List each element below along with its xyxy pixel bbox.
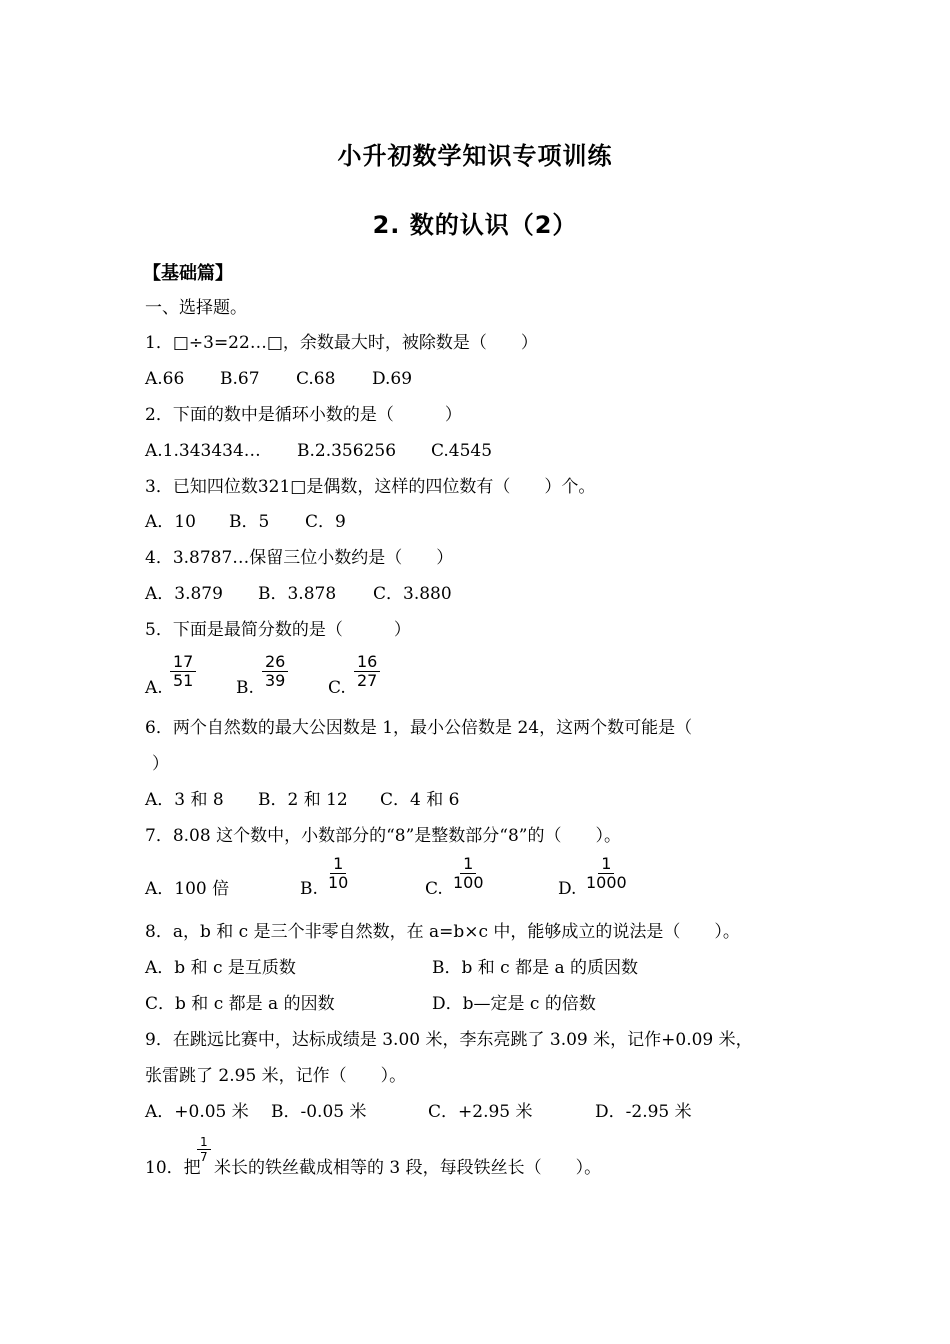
numerator: 1 bbox=[460, 855, 476, 874]
numerator: 1 bbox=[197, 1135, 211, 1150]
q9-option-d: D．-2.95 米 bbox=[595, 1102, 692, 1122]
q3-option-a: A．10 bbox=[145, 512, 196, 532]
q5-option-a-label: A. bbox=[145, 678, 163, 698]
q5-option-b-label: B. bbox=[236, 678, 254, 698]
q5-option-c-label: C. bbox=[328, 678, 346, 698]
denominator: 39 bbox=[265, 671, 286, 690]
q10-fraction bbox=[197, 1135, 211, 1164]
denominator: 10 bbox=[328, 873, 349, 892]
denominator: 51 bbox=[173, 671, 194, 690]
q8-option-b: B．b 和 c 都是 a 的质因数 bbox=[432, 958, 639, 978]
q5-option-a-fraction bbox=[170, 653, 196, 690]
question-9: 9．在跳远比赛中，达标成绩是 3.00 米，李东亮跳了 3.09 米，记作+0.09 米， bbox=[145, 1030, 753, 1050]
denominator: 100 bbox=[453, 873, 484, 892]
numerator: 17 bbox=[170, 653, 196, 672]
q6-option-c: C．4 和 6 bbox=[380, 790, 460, 810]
question-6: 6．两个自然数的最大公因数是 1，最小公倍数是 24，这两个数可能是（ bbox=[145, 718, 693, 738]
question-8: 8．a，b 和 c 是三个非零自然数，在 a=b×c 中，能够成立的说法是（ ）。 bbox=[145, 922, 740, 942]
q8-option-c: C．b 和 c 都是 a 的因数 bbox=[145, 994, 335, 1014]
q1-option-a: A.66 bbox=[145, 369, 185, 389]
q6-option-a: A．3 和 8 bbox=[145, 790, 224, 810]
question-2: 2．下面的数中是循环小数的是（ ） bbox=[145, 405, 462, 425]
q5-option-b-fraction bbox=[262, 653, 288, 690]
question-4: 4．3.8787…保留三位小数约是（ ） bbox=[145, 548, 454, 568]
q9-option-c: C．+2.95 米 bbox=[428, 1102, 533, 1122]
denominator: 7 bbox=[200, 1150, 208, 1164]
q9-option-b: B．-0.05 米 bbox=[271, 1102, 367, 1122]
q7-option-c-fraction bbox=[450, 855, 487, 892]
page-title: 小升初数学知识专项训练 bbox=[337, 142, 613, 170]
q3-option-b: B．5 bbox=[229, 512, 270, 532]
q9-option-a: A．+0.05 米 bbox=[145, 1102, 249, 1122]
q8-option-a: A．b 和 c 是互质数 bbox=[145, 958, 296, 978]
question-6-cont: ） bbox=[152, 754, 169, 774]
question-7: 7．8.08 这个数中，小数部分的“8”是整数部分“8”的（ ）。 bbox=[145, 826, 621, 846]
q7-option-c-label: C. bbox=[425, 879, 443, 899]
q2-option-a: A.1.343434… bbox=[145, 441, 261, 461]
denominator: 1000 bbox=[586, 873, 627, 892]
q4-option-a: A．3.879 bbox=[145, 584, 223, 604]
q2-option-b: B.2.356256 bbox=[297, 441, 397, 461]
numerator: 1 bbox=[598, 855, 614, 874]
denominator: 27 bbox=[357, 671, 378, 690]
q8-option-d: D．b—定是 c 的倍数 bbox=[432, 994, 596, 1014]
question-10-prefix: 10．把 bbox=[145, 1158, 201, 1178]
q7-option-d-label: D. bbox=[558, 879, 577, 899]
question-10-suffix: 米长的铁丝截成相等的 3 段，每段铁丝长（ ）。 bbox=[214, 1158, 602, 1178]
q7-option-b-fraction bbox=[325, 855, 351, 892]
question-3: 3．已知四位数321□是偶数，这样的四位数有（ ）个。 bbox=[145, 477, 596, 497]
section-heading: 【基础篇】 bbox=[143, 263, 233, 284]
q7-option-b-label: B. bbox=[300, 879, 318, 899]
numerator: 1 bbox=[330, 855, 346, 874]
numerator: 16 bbox=[354, 653, 380, 672]
q3-option-c: C．9 bbox=[305, 512, 346, 532]
q4-option-b: B．3.878 bbox=[258, 584, 337, 604]
q2-option-c: C.4545 bbox=[431, 441, 493, 461]
numerator: 26 bbox=[262, 653, 288, 672]
q1-option-c: C.68 bbox=[296, 369, 336, 389]
question-9-cont: 张雷跳了 2.95 米，记作（ ）。 bbox=[145, 1066, 407, 1086]
part-heading: 一、选择题。 bbox=[145, 298, 247, 318]
q4-option-c: C．3.880 bbox=[373, 584, 452, 604]
q5-option-c-fraction bbox=[354, 653, 380, 690]
q1-option-d: D.69 bbox=[372, 369, 413, 389]
question-1: 1．□÷3=22…□，余数最大时，被除数是（ ） bbox=[145, 333, 538, 353]
q7-option-d-fraction bbox=[583, 855, 630, 892]
page-subtitle: 2. 数的认识（2） bbox=[372, 211, 578, 239]
question-5: 5．下面是最简分数的是（ ） bbox=[145, 620, 411, 640]
q1-option-b: B.67 bbox=[220, 369, 260, 389]
q6-option-b: B．2 和 12 bbox=[258, 790, 348, 810]
q7-option-a: A．100 倍 bbox=[145, 879, 230, 899]
